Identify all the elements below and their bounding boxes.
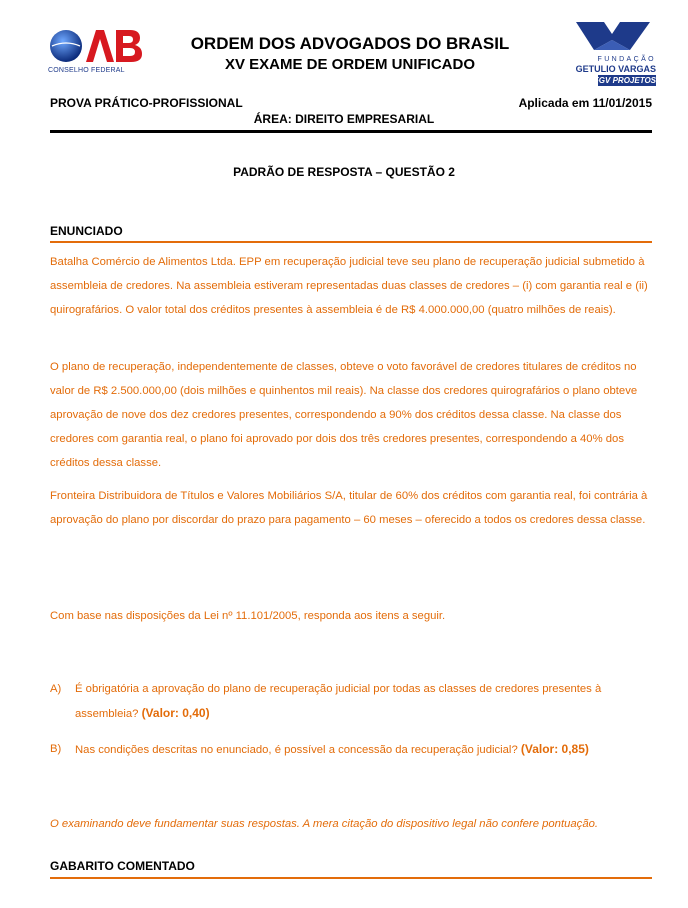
enunciado-divider	[50, 241, 652, 243]
item-valor: (Valor: 0,85)	[520, 742, 589, 756]
enunciado-paragraph: Com base nas disposições da Lei nº 11.101/2005, responda aos itens a seguir.	[50, 610, 446, 622]
question-item-b	[50, 737, 652, 762]
header-divider	[50, 130, 652, 133]
item-valor: (Valor: 0,40)	[141, 706, 210, 720]
enunciado-paragraph: Fronteira Distribuidora de Títulos e Valores Mobiliários S/A, titular de 60% dos créditos com garantia real, foi contrária à aprovação do plano por discordar do prazo para pagamento – 60 meses – oferecido a todos os credores dessa classe.	[50, 490, 648, 526]
header-title: ORDEM DOS ADVOGADOS DO BRASIL	[190, 34, 510, 53]
question-item-a	[50, 677, 652, 726]
area-label: ÁREA: DIREITO EMPRESARIAL	[253, 112, 435, 126]
item-letter: A)	[50, 683, 62, 695]
item-text: É obrigatória a aprovação do plano de recuperação judicial por todas as classes de credores presentes à assembleia?	[75, 683, 602, 720]
item-letter: B)	[50, 743, 62, 755]
fgv-name-label: GETULIO VARGAS	[575, 64, 656, 74]
examiner-note: O examinando deve fundamentar suas respostas. A mera citação do dispositivo legal não confere pontuação.	[50, 818, 599, 830]
fgv-foundation-label: FUNDAÇÃO	[597, 56, 656, 63]
prova-label: PROVA PRÁTICO-PROFISSIONAL	[50, 96, 243, 110]
section-heading: PADRÃO DE RESPOSTA – QUESTÃO 2	[233, 165, 455, 179]
fgv-projetos-label: FGV PROJETOS	[593, 76, 656, 85]
header-subtitle: XV EXAME DE ORDEM UNIFICADO	[224, 56, 476, 73]
gabarito-heading: GABARITO COMENTADO	[50, 859, 195, 873]
enunciado-paragraph: O plano de recuperação, independentemente de classes, obteve o voto favorável de credores titulares de créditos no valor de R$ 2.500.000,00 (dois milhões e quinhentos mil reais). Na classe dos credores quirografários o plano obteve aprovação de nove dos dez credores presentes, correspondendo a 90% dos créditos dessa classe. Na classe dos credores com garantia real, o plano foi aprovado por dois dos três credores presentes, correspondendo a 40% dos créditos dessa classe.	[50, 361, 638, 469]
oab-subtitle: CONSELHO FEDERAL	[48, 67, 125, 74]
item-text: Nas condições descritas no enunciado, é possível a concessão da recuperação judicial?	[75, 744, 521, 756]
enunciado-paragraph: Batalha Comércio de Alimentos Ltda. EPP em recuperação judicial teve seu plano de recuperação judicial submetido à assembleia de credores. Na assembleia estiveram representadas duas classes de credores – (i) com garantia real e (ii) quirografários. O valor total dos créditos presentes à assembleia é de R$ 4.000.000,00 (quatro milhões de reais).	[50, 256, 648, 316]
gabarito-divider	[50, 877, 652, 879]
enunciado-heading: ENUNCIADO	[50, 224, 123, 238]
date-label: Aplicada em 11/01/2015	[518, 96, 652, 110]
